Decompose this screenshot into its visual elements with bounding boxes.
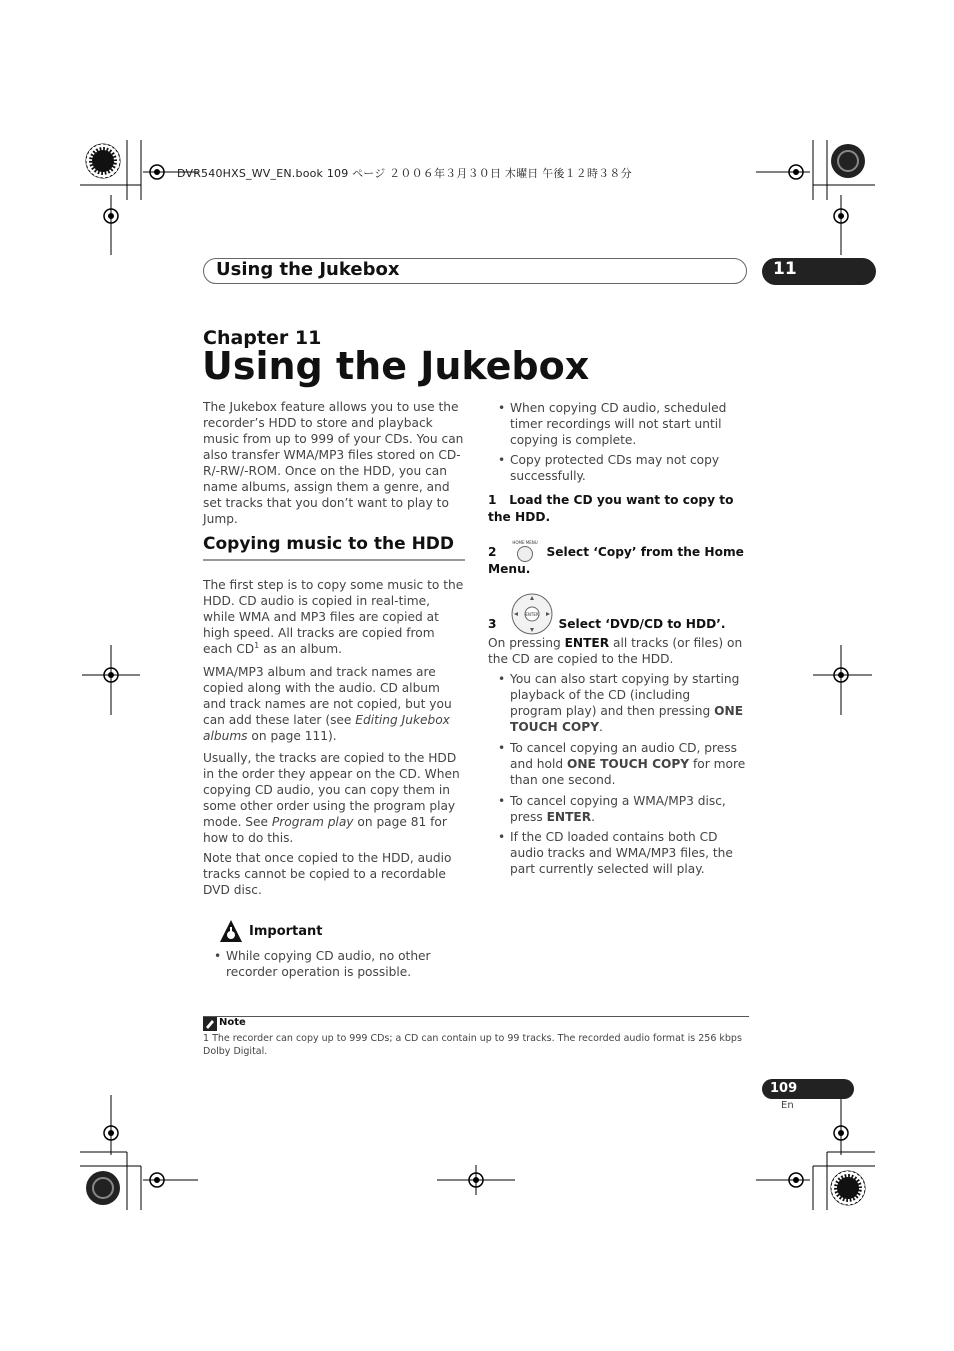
step-1: 1 Load the CD you want to copy to the HDD. — [488, 493, 734, 524]
page-number: 109 — [770, 1081, 798, 1096]
header-title: Using the Jukebox — [216, 259, 400, 280]
home-menu-button: HOME MENU — [512, 540, 538, 562]
footnote-ref: 1 — [254, 640, 260, 650]
book-file-line: DVR540HXS_WV_EN.book 109 ページ ２００６年３月３０日 木曜日 午後１２時３８分 — [177, 167, 632, 180]
note-rule — [203, 1016, 749, 1017]
chapter-tab-number: 11 — [773, 259, 797, 279]
step-3: 3 Select ‘DVD/CD to HDD’. — [488, 617, 726, 631]
step-3-description: On pressing ENTER all tracks (or files) on the CD are copied to the HDD. — [488, 636, 743, 666]
note-icon — [203, 1017, 217, 1031]
section-paragraph-2: WMA/MP3 album and track names are copied along with the audio. CD album and track names are not copied, but you can add these later (see Editing Jukebox albums on page 111). — [203, 665, 452, 743]
important-label: Important — [249, 924, 323, 939]
footnote: 1 The recorder can copy up to 999 CDs; a CD can contain up to 99 tracks. The recorded audio format is 256 kbps Dolby Digital. — [203, 1033, 742, 1057]
section-paragraph-1: The first step is to copy some music to the HDD. CD audio is copied in real-time, while WMA and MP3 files are copied at high speed. All tracks are copied from each $CD^1$ as an album. — [203, 578, 464, 656]
step-3-bullet-2: • To cancel copying an audio CD, press and hold ONE TOUCH COPY for more than one second. — [498, 741, 746, 787]
section-rule — [203, 559, 465, 561]
svg-text:ENTER: ENTER — [525, 612, 539, 617]
warning-icon — [219, 919, 243, 943]
chapter-label: Chapter 11 — [203, 327, 322, 349]
copy-bullet-1: • When copying CD audio, scheduled timer recordings will not start until copying is complete. — [498, 401, 727, 447]
step-2: 2 Select ‘Copy’ from the Home Menu. — [488, 545, 744, 576]
section-paragraph-3: Usually, the tracks are copied to the HDD in the order they appear on the CD. When copying CD audio, you can copy them in some other order using the program play mode. See Program play on page 81 for how to do this. — [203, 751, 460, 845]
important-bullet: • While copying CD audio, no other recorder operation is possible. — [214, 949, 431, 979]
copy-bullet-2: • Copy protected CDs may not copy successfully. — [498, 453, 720, 483]
step-3-bullet-3: • To cancel copying a WMA/MP3 disc, press ENTER. — [498, 794, 726, 824]
page-title: Using the Jukebox — [202, 344, 590, 388]
step-3-bullet-1: • You can also start copying by starting playback of the CD (including program play) and then pressing ONE TOUCH COPY. — [498, 672, 744, 734]
note-label: Note — [219, 1017, 246, 1028]
intro-paragraph: The Jukebox feature allows you to use the recorder’s HDD to store and playback music from up to 999 of your CDs. You can also transfer WMA/MP3 files stored on CD-R/-RW/-ROM. Once on the HDD, you can name albums, assign them a genre, and set tracks that you don’t want to play to Jump. — [203, 400, 464, 526]
section-title: Copying music to the HDD — [203, 534, 455, 554]
page-language: En — [781, 1100, 794, 1111]
section-paragraph-4: Note that once copied to the HDD, audio tracks cannot be copied to a recordable DVD disc. — [203, 851, 452, 897]
step-3-bullet-4: • If the CD loaded contains both CD audio tracks and WMA/MP3 files, the part currently selected will play. — [498, 830, 733, 876]
